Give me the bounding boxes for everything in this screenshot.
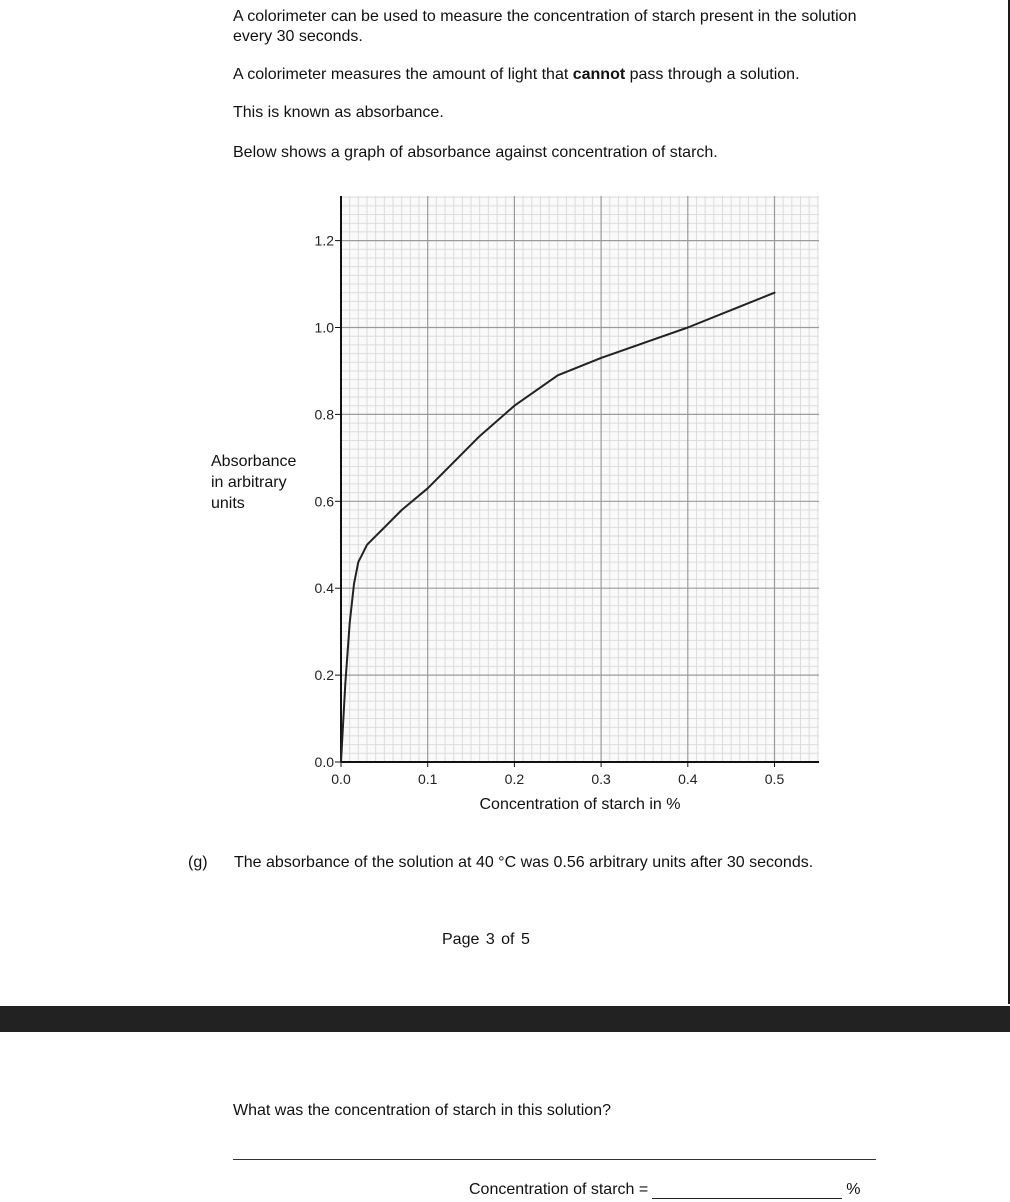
y-tick-label: 0.6 [314, 493, 334, 510]
colorimeter-definition [233, 65, 933, 85]
x-tick-label: 0.3 [591, 771, 611, 787]
intro-paragraph: A colorimeter can be used to measure the concentration of starch present in the solution every 30 seconds. [233, 8, 857, 45]
question-number: (g) [188, 854, 208, 871]
graph-intro: Below shows a graph of absorbance against concentration of starch. [233, 144, 718, 161]
answer-label: Concentration of starch = [469, 1181, 649, 1198]
y-tick-label: 0.4 [314, 580, 334, 597]
y-tick-label: 1.0 [314, 319, 334, 336]
concentration-question: What was the concentration of starch in this solution? [233, 1102, 611, 1119]
answer-unit: % [846, 1181, 861, 1198]
x-axis-title: Concentration of starch in % [479, 796, 681, 813]
y-tick-label: 1.2 [314, 232, 334, 249]
plot-area [341, 196, 819, 762]
y-axis-title-line: in arbitrary [211, 474, 287, 491]
x-tick-label: 0.0 [331, 771, 351, 787]
working-line [233, 1159, 876, 1160]
definition-text-end: pass through a solution. [625, 66, 800, 83]
x-tick-label: 0.5 [764, 771, 785, 787]
y-tick-label: 0.2 [314, 667, 334, 684]
page-break-band [0, 1006, 1010, 1032]
x-tick-label: 0.4 [678, 771, 698, 787]
answer-row [469, 1180, 860, 1199]
definition-text-start: A colorimeter measures the amount of light that [233, 66, 573, 83]
y-tick-label: 0.0 [314, 754, 334, 770]
question-g-text: The absorbance of the solution at 40 °C was 0.56 arbitrary units after 30 seconds. [234, 854, 814, 871]
definition-emphasis: cannot [572, 66, 626, 83]
absorbance-chart [0, 180, 1008, 820]
y-axis-title-line: Absorbance [211, 453, 297, 470]
y-axis-title-line: units [211, 495, 245, 512]
y-tick-label: 0.8 [314, 406, 334, 423]
absorbance-note: This is known as absorbance. [233, 104, 444, 121]
answer-blank[interactable] [652, 1180, 842, 1199]
page-number: Page 3 of 5 [442, 931, 530, 948]
x-tick-label: 0.1 [417, 771, 438, 787]
x-tick-label: 0.2 [504, 771, 525, 787]
